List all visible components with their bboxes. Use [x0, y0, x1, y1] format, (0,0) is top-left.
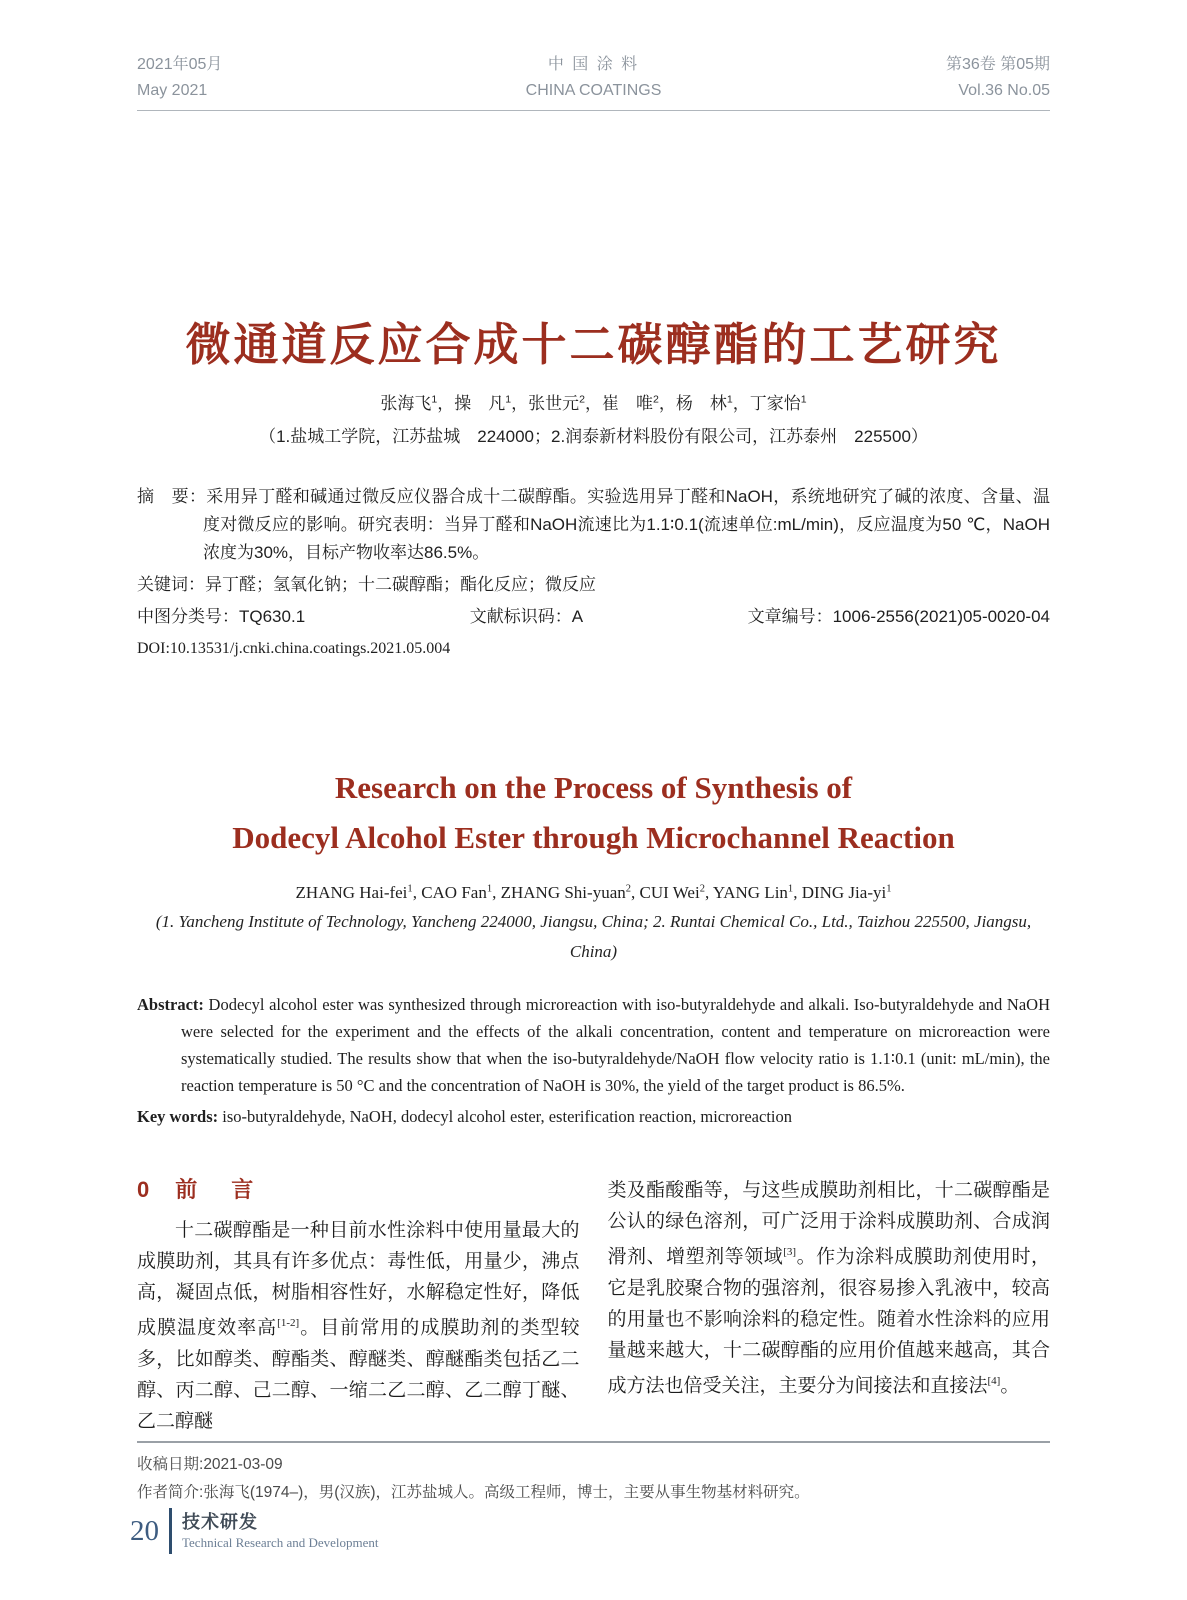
doi: DOI:10.13531/j.cnki.china.coatings.2021.05.004 — [137, 640, 451, 658]
abstract-en-text: Dodecyl alcohol ester was synthesized through microreaction with iso-butyraldehyde and alkali. Iso-butyraldehyde and NaOH were selected for the experiment and the effects of the alkali concentration, content and temperature on microreaction were systematically studied. The results show that when the iso-butyraldehyde/NaOH flow velocity ratio is 1.1∶0.1 (unit: mL/min), the reaction temperature is 50 °C and the concentration of NaOH is 30%, the yield of the target product is 86.5%. — [181, 995, 1050, 1096]
header-issue-cn: 第36卷 第05期 — [945, 56, 1050, 73]
header-date-cn: 2021年05月 — [137, 56, 223, 73]
affiliation-cn: （1.盐城工学院，江苏盐城 224000；2.润泰新材料股份有限公司，江苏泰州 225500） — [259, 427, 928, 447]
footer-section-en: Technical Research and Development — [182, 1535, 379, 1550]
abstract-cn-label: 摘 要： — [137, 487, 207, 507]
footer-section — [182, 1511, 379, 1551]
article-meta-row — [137, 603, 1050, 631]
keywords-cn-text: 异丁醛；氢氧化钠；十二碳醇酯；酯化反应；微反应 — [205, 575, 596, 595]
header-journal-cn: 中 国 涂 料 — [547, 56, 640, 73]
header-date-en: May 2021 — [137, 82, 208, 99]
article-title-en — [137, 763, 1050, 863]
body-column-left — [137, 1175, 580, 1436]
title-en-line2: Dodecyl Alcohol Ester through Microchannel Reaction — [232, 820, 955, 856]
header-issue-en: Vol.36 No.05 — [958, 82, 1050, 99]
received-date: 收稿日期:2021-03-09 — [137, 1455, 283, 1473]
title-en-line1: Research on the Process of Synthesis of — [334, 770, 853, 806]
section-heading-intro — [137, 1175, 580, 1205]
header-date — [137, 52, 526, 104]
authors-cn: 张海飞$^1$，操 凡$^1$，张世元$^2$，崔 唯$^2$，杨 林$^1$，丁家怡$^1$ — [380, 393, 807, 414]
keywords-en-text: iso-butyraldehyde, NaOH, dodecyl alcohol ester, esterification reaction, microreaction — [222, 1107, 792, 1127]
keywords-en-label: Key words: — [137, 1107, 219, 1127]
footnotes — [137, 1443, 1050, 1507]
author-bio: 作者简介:张海飞(1974–)，男(汉族)，江苏盐城人。高级工程师，博士，主要从事生物基材料研究。 — [137, 1483, 810, 1501]
header-journal — [526, 52, 662, 104]
affiliation-en: (1. Yancheng Institute of Technology, Yancheng 224000, Jiangsu, China; 2. Runtai Chemical Co., Ltd., Taizhou 225500, Jiangsu, China) — [155, 912, 1032, 962]
article-id: 文章编号：1006-2556(2021)05-0020-04 — [747, 607, 1050, 627]
keywords-cn-label: 关键词： — [137, 575, 205, 595]
section-number: 0 — [137, 1177, 150, 1203]
clc-number: 中图分类号：TQ630.1 — [137, 607, 306, 627]
keywords-cn — [137, 571, 1050, 599]
abstract-cn — [137, 483, 1050, 567]
abstract-cn-text: 采用异丁醛和碱通过微反应仪器合成十二碳醇酯。实验选用异丁醛和NaOH，系统地研究了碱的浓度、含量、温度对微反应的影响。研究表明：当异丁醛和NaOH流速比为1.1∶0.1(流速单位:mL/min)，反应温度为50 ℃，NaOH浓度为30%，目标产物收率达86.5%。 — [203, 487, 1050, 563]
body-column-right — [608, 1175, 1051, 1436]
footer-section-cn: 技术研发 — [182, 1512, 258, 1532]
body-paragraph-left: 十二碳醇酯是一种目前水性涂料中使用量最大的成膜助剂，其具有许多优点：毒性低，用量少，沸点高，凝固点低，树脂相容性好，水解稳定性好，降低成膜温度效率高[1-2]。目前常用的成膜助剂的类型较多，比如醇类、醇酯类、醇醚类、醇醚酯类包括乙二醇、丙二醇、己二醇、一缩二乙二醇、乙二醇丁醚、乙二醇醚 — [137, 1220, 580, 1432]
authors-en: ZHANG Hai-fei$^1$, CAO Fan$^1$, ZHANG Shi-yuan$^2$, CUI Wei$^2$, YANG Lin$^1$, DING Jia-$yi^1$ — [295, 883, 892, 903]
header-journal-en: CHINA COATINGS — [525, 82, 662, 99]
page-footer — [130, 1508, 379, 1554]
body-paragraph-right: 类及酯酸酯等，与这些成膜助剂相比，十二碳醇酯是公认的绿色溶剂，可广泛用于涂料成膜助剂、合成润滑剂、增塑剂等领域[3]。作为涂料成膜助剂使用时，它是乳胶聚合物的强溶剂，很容易掺入乳液中，较高的用量也不影响涂料的稳定性。随着水性涂料的应用量越来越大，十二碳醇酯的应用价值越来越高，其合成方法也倍受关注，主要分为间接法和直接法[4]。 — [607, 1180, 1050, 1396]
page-header — [137, 52, 1050, 111]
footer-divider-bar — [169, 1508, 172, 1554]
page-number: 20 — [130, 1514, 159, 1547]
keywords-en — [137, 1103, 1050, 1130]
article-title-cn: 微通道反应合成十二碳醇酯的工艺研究 — [185, 319, 1002, 370]
body-columns — [137, 1175, 1050, 1436]
header-issue — [661, 52, 1050, 104]
abstract-en-label: Abstract: — [137, 995, 204, 1015]
section-title: 前 言 — [175, 1177, 260, 1203]
document-code: 文献标识码：A — [469, 607, 584, 627]
abstract-en — [137, 991, 1050, 1099]
